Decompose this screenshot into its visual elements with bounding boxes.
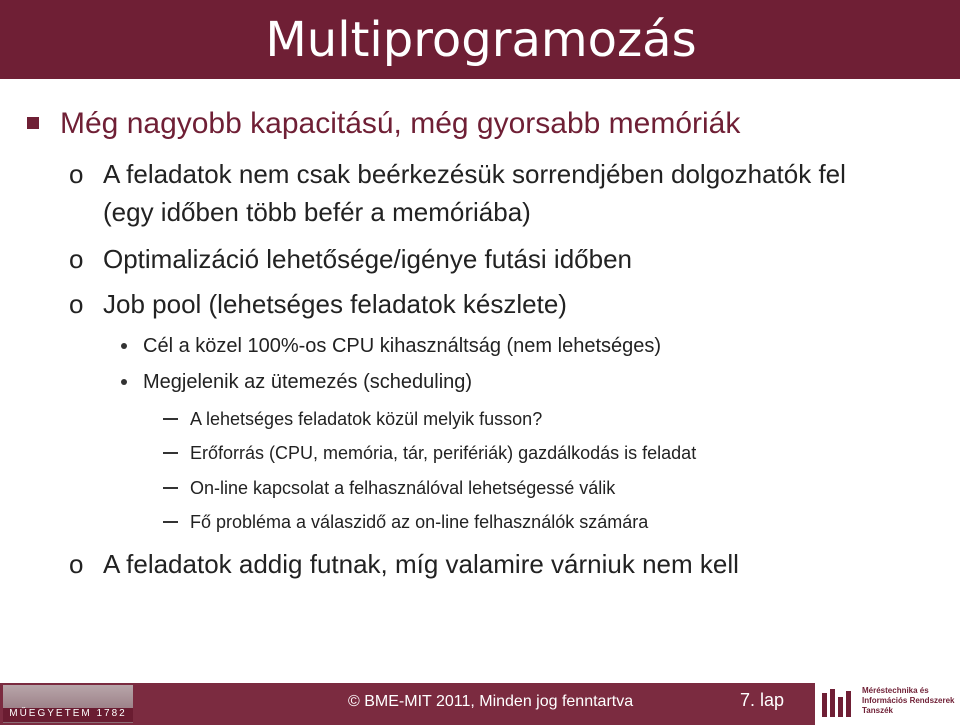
dash-bullet-icon [163,487,178,489]
bullet-d3: On-line kapcsolat a felhasználóval lehetségessé válik [190,478,616,498]
dash-bullet-icon [163,521,178,523]
department-line-1: Méréstechnika és [862,686,929,695]
bullet-level1: Még nagyobb kapacitású, még gyorsabb memóriák [60,107,741,140]
circle-bullet-icon: o [69,244,84,274]
slide-title: Multiprogramozás [265,12,697,68]
bullet-o4: A feladatok addig futnak, míg valamire várniuk nem kell [103,549,739,579]
bullet-o3: Job pool (lehetséges feladatok készlete) [103,289,567,319]
copyright-text: © BME-MIT 2011, Minden jog fenntartva [348,693,634,710]
university-logo-caption: MŰEGYETEM 1782 [3,708,133,722]
square-bullet-icon [27,117,39,129]
circle-bullet-icon: o [69,549,84,579]
bullet-d1: A lehetséges feladatok közül melyik fusson? [190,409,543,429]
department-line-3: Tanszék [862,706,893,715]
dash-bullet-icon [163,418,178,420]
bullet-o1-line2: (egy időben több befér a memóriába) [103,197,531,227]
circle-bullet-icon: o [69,159,84,189]
bullet-o1-line1: A feladatok nem csak beérkezésük sorrendjében dolgozhatók fel [103,159,846,189]
bullet-d4: Fő probléma a válaszidő az on-line felhasználók számára [190,512,649,532]
department-logo-text [862,686,954,716]
dash-bullet-icon [163,452,178,454]
dot-bullet-icon [121,343,127,349]
dot-bullet-icon [121,379,127,385]
page-number: 7. lap [740,690,785,710]
bullet-d2: Erőforrás (CPU, memória, tár, perifériák) gazdálkodás is feladat [190,443,697,463]
bullet-s1: Cél a közel 100%-os CPU kihasználtság (nem lehetséges) [143,335,662,357]
circle-bullet-icon: o [69,289,84,319]
bullet-s2: Megjelenik az ütemezés (scheduling) [143,371,473,393]
mit-logo-icon [820,687,856,719]
department-line-2: Információs Rendszerek [862,696,955,705]
bullet-o2: Optimalizáció lehetősége/igénye futási időben [103,244,633,274]
